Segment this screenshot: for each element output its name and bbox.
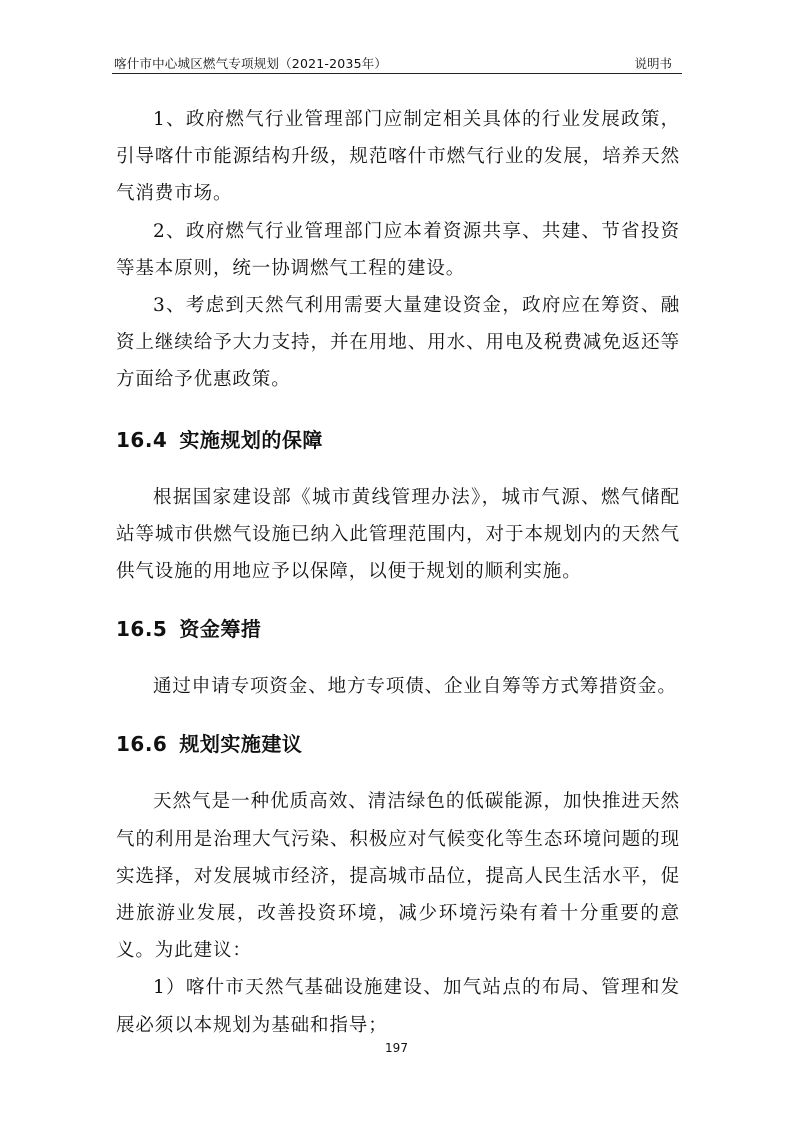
recommendation-item-1: 1）喀什市天然气基础设施建设、加气站点的布局、管理和发展必须以本规划为基础和指导； [116,977,680,1036]
section-heading-16-6 [116,731,680,757]
document-type-label: 说明书 [634,56,672,71]
section-number: 16.5 [116,617,168,642]
header-divider [112,73,682,74]
section-16-5-body: 通过申请专项资金、地方专项债、企业自筹等方式筹措资金。 [153,676,677,698]
section-title: 资金筹措 [179,617,262,642]
section-16-4-body: 根据国家建设部《城市黄线管理办法》，城市气源、燃气储配站等城市供燃气设施已纳入此管理范围内，对于本规划内的天然气供气设施的用地应予以保障，以便于规划的顺利实施。 [116,486,680,583]
section-16-6-body: 天然气是一种优质高效、清洁绿色的低碳能源，加快推进天然气的利用是治理大气污染、积极应对气候变化等生态环境问题的现实选择，对发展城市经济，提高城市品位，提高人民生活水平，促进旅游业发展，改善投资环境，减少环境污染有着十分重要的意义。为此建议： [116,791,680,962]
section-heading-16-4 [116,427,680,453]
policy-item-3: 3、考虑到天然气利用需要大量建设资金，政府应在筹资、融资上继续给予大力支持，并在用地、用水、用电及税费减免返还等方面给予优惠政策。 [116,295,680,391]
policy-item-1: 1、政府燃气行业管理部门应制定相关具体的行业发展政策，引导喀什市能源结构升级，规范喀什市燃气行业的发展，培养天然气消费市场。 [116,109,680,205]
page-body [116,101,680,1044]
section-title: 规划实施建议 [179,732,303,757]
policy-item-2: 2、政府燃气行业管理部门应本着资源共享、共建、节省投资等基本原则，统一协调燃气工程的建设。 [116,220,680,279]
document-title: 喀什市中心城区燃气专项规划（2021-2035年） [114,56,388,71]
page-number: 197 [385,1041,408,1055]
section-number: 16.4 [116,427,168,452]
section-title: 实施规划的保障 [179,427,323,452]
section-number: 16.6 [116,732,168,757]
section-heading-16-5 [116,616,680,642]
